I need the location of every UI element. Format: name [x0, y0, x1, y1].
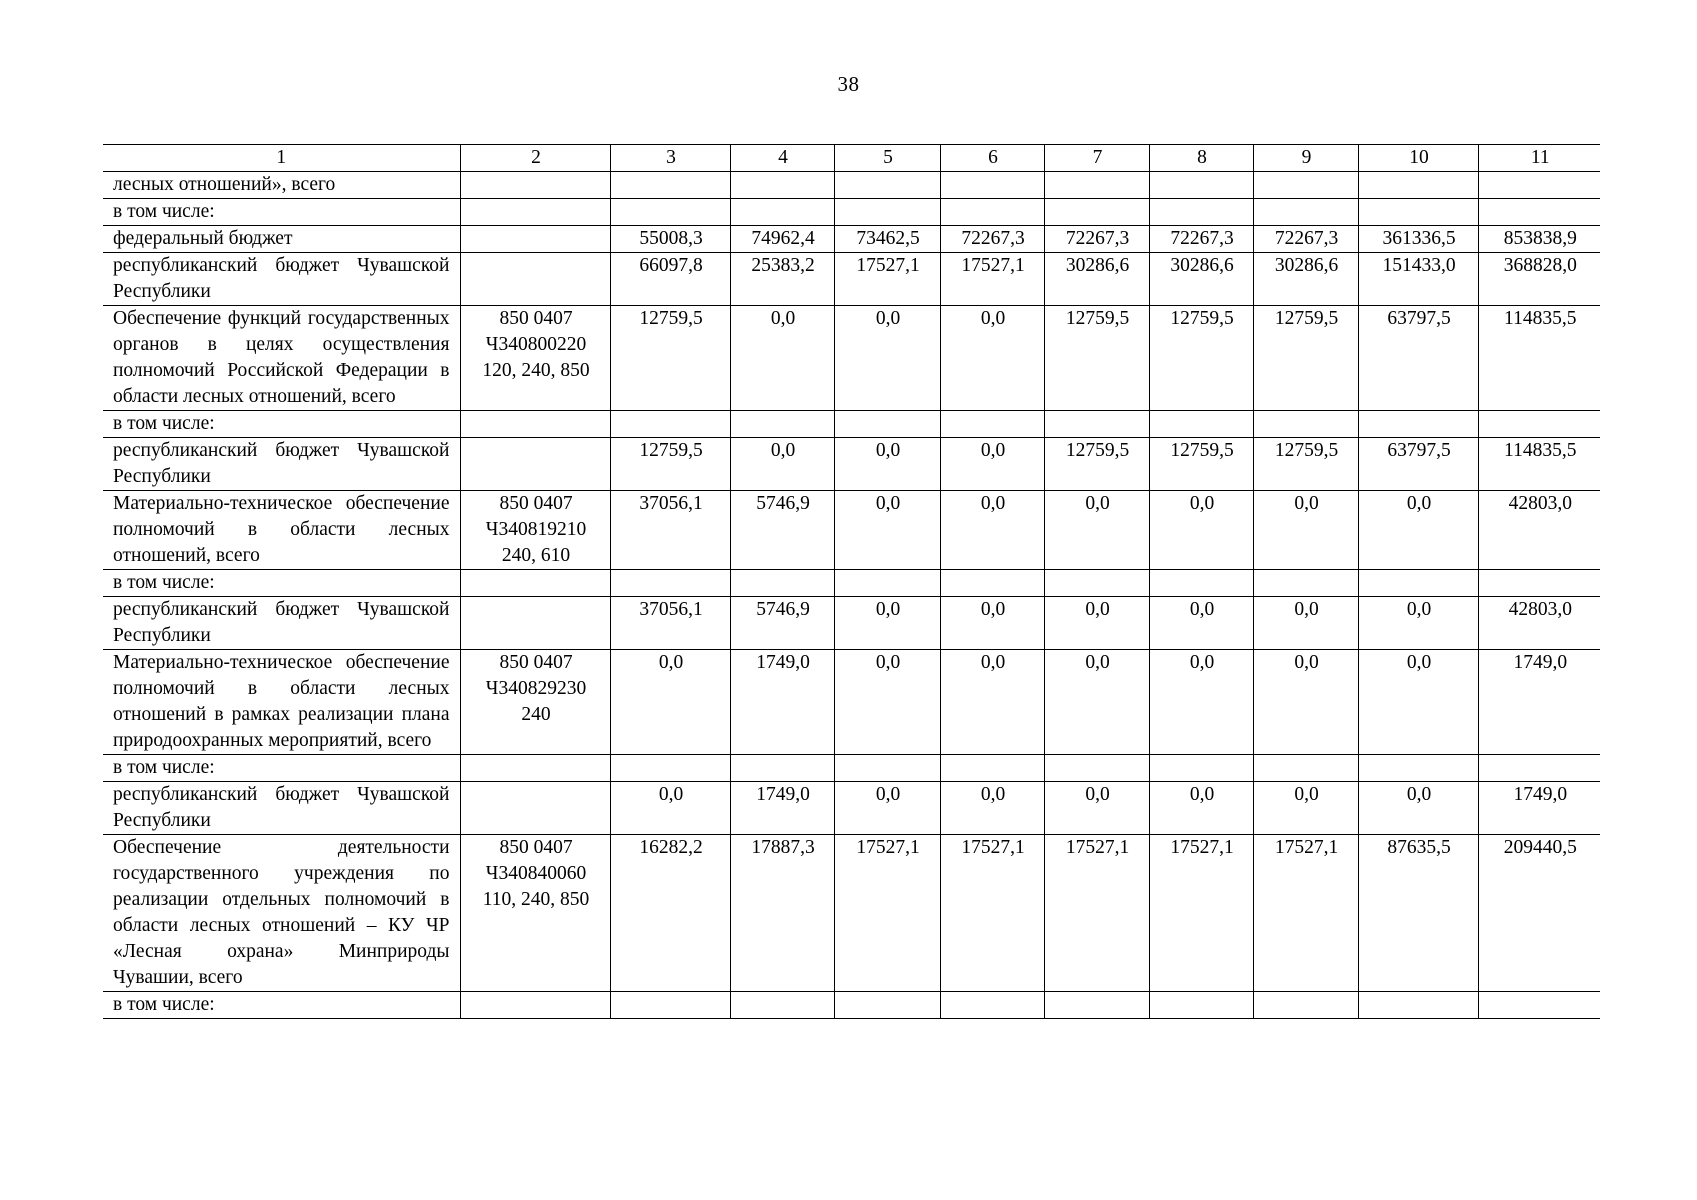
table-row: [103, 411, 1600, 438]
value-cell: 55008,3: [610, 226, 730, 253]
value-cell: [1044, 411, 1149, 438]
value-cell: [1358, 411, 1478, 438]
table-row: [103, 253, 1600, 306]
value-cell: 1749,0: [1478, 782, 1600, 835]
value-cell: 30286,6: [1149, 253, 1253, 306]
value-cell: 0,0: [1253, 650, 1358, 755]
value-cell: 17527,1: [834, 835, 940, 992]
budget-table: [103, 144, 1600, 1019]
value-cell: 0,0: [834, 491, 940, 570]
budget-code-cell: [460, 411, 610, 438]
value-cell: 87635,5: [1358, 835, 1478, 992]
value-cell: 0,0: [940, 782, 1044, 835]
table-row: [103, 199, 1600, 226]
value-cell: [834, 172, 940, 199]
page-number: 38: [837, 72, 860, 96]
value-cell: [1253, 570, 1358, 597]
budget-code-cell: [460, 172, 610, 199]
value-cell: [1253, 992, 1358, 1019]
value-cell: 72267,3: [1253, 226, 1358, 253]
value-cell: [730, 411, 834, 438]
value-cell: 63797,5: [1358, 438, 1478, 491]
value-cell: 30286,6: [1044, 253, 1149, 306]
value-cell: 0,0: [1358, 782, 1478, 835]
table-body: [103, 145, 1600, 1019]
value-cell: [834, 755, 940, 782]
table-row: [103, 835, 1600, 992]
value-cell: 17887,3: [730, 835, 834, 992]
value-cell: [1149, 199, 1253, 226]
budget-code-cell: [460, 992, 610, 1019]
value-cell: 0,0: [1149, 650, 1253, 755]
budget-code-cell: 850 0407 Ч340800220 120, 240, 850: [460, 306, 610, 411]
value-cell: [1149, 570, 1253, 597]
value-cell: [940, 199, 1044, 226]
value-cell: 0,0: [1253, 782, 1358, 835]
value-cell: [1253, 172, 1358, 199]
value-cell: 12759,5: [1044, 306, 1149, 411]
value-cell: [730, 755, 834, 782]
value-cell: 1749,0: [730, 782, 834, 835]
budget-code-cell: [460, 782, 610, 835]
row-name-cell: Обеспечение деятельности государственного учреждения по реализации отдельных полномочий в области лесных отношений – КУ ЧР «Лесная охрана» Минприроды Чувашии, всего: [103, 835, 460, 992]
value-cell: 12759,5: [1149, 306, 1253, 411]
value-cell: [1358, 755, 1478, 782]
value-cell: 72267,3: [1149, 226, 1253, 253]
table-row: [103, 172, 1600, 199]
value-cell: [1044, 755, 1149, 782]
value-cell: [940, 570, 1044, 597]
budget-code-cell: 850 0407 Ч340819210 240, 610: [460, 491, 610, 570]
value-cell: [730, 570, 834, 597]
value-cell: 1749,0: [730, 650, 834, 755]
value-cell: [1478, 570, 1600, 597]
value-cell: 0,0: [834, 782, 940, 835]
column-header: 4: [730, 145, 834, 172]
row-name-cell: республиканский бюджет Чувашской Республики: [103, 253, 460, 306]
value-cell: 0,0: [1044, 650, 1149, 755]
value-cell: 0,0: [1044, 491, 1149, 570]
value-cell: 1749,0: [1478, 650, 1600, 755]
value-cell: 0,0: [940, 597, 1044, 650]
value-cell: 25383,2: [730, 253, 834, 306]
value-cell: 0,0: [610, 650, 730, 755]
value-cell: 12759,5: [610, 306, 730, 411]
column-header: 8: [1149, 145, 1253, 172]
value-cell: 151433,0: [1358, 253, 1478, 306]
budget-code-cell: [460, 438, 610, 491]
value-cell: 0,0: [1358, 650, 1478, 755]
value-cell: 12759,5: [610, 438, 730, 491]
value-cell: 66097,8: [610, 253, 730, 306]
value-cell: 17527,1: [1253, 835, 1358, 992]
table-row: [103, 650, 1600, 755]
budget-code-cell: [460, 755, 610, 782]
value-cell: [610, 570, 730, 597]
value-cell: 361336,5: [1358, 226, 1478, 253]
value-cell: [1149, 411, 1253, 438]
value-cell: [940, 411, 1044, 438]
value-cell: 5746,9: [730, 597, 834, 650]
value-cell: 368828,0: [1478, 253, 1600, 306]
value-cell: 0,0: [1253, 597, 1358, 650]
column-header: 9: [1253, 145, 1358, 172]
value-cell: 37056,1: [610, 597, 730, 650]
value-cell: 12759,5: [1044, 438, 1149, 491]
value-cell: 16282,2: [610, 835, 730, 992]
row-name-cell: республиканский бюджет Чувашской Республики: [103, 782, 460, 835]
value-cell: 0,0: [1149, 597, 1253, 650]
value-cell: [1358, 199, 1478, 226]
budget-code-cell: 850 0407 Ч340840060 110, 240, 850: [460, 835, 610, 992]
table-row: [103, 570, 1600, 597]
row-name-cell: республиканский бюджет Чувашской Республики: [103, 597, 460, 650]
budget-code-cell: [460, 253, 610, 306]
value-cell: 72267,3: [1044, 226, 1149, 253]
value-cell: 72267,3: [940, 226, 1044, 253]
row-name-cell: Обеспечение функций государственных органов в целях осуществления полномочий Российской Федерации в области лесных отношений, всего: [103, 306, 460, 411]
value-cell: 30286,6: [1253, 253, 1358, 306]
value-cell: 0,0: [1044, 597, 1149, 650]
value-cell: [834, 992, 940, 1019]
value-cell: 0,0: [1149, 491, 1253, 570]
column-header: 2: [460, 145, 610, 172]
value-cell: 114835,5: [1478, 438, 1600, 491]
value-cell: 209440,5: [1478, 835, 1600, 992]
value-cell: 17527,1: [1149, 835, 1253, 992]
column-header: 5: [834, 145, 940, 172]
table-row: [103, 992, 1600, 1019]
row-name-cell: в том числе:: [103, 755, 460, 782]
value-cell: [1478, 199, 1600, 226]
value-cell: [834, 199, 940, 226]
value-cell: 63797,5: [1358, 306, 1478, 411]
value-cell: [1253, 411, 1358, 438]
value-cell: 42803,0: [1478, 491, 1600, 570]
value-cell: [610, 199, 730, 226]
budget-code-cell: [460, 597, 610, 650]
value-cell: [1478, 411, 1600, 438]
value-cell: [834, 570, 940, 597]
column-header: 7: [1044, 145, 1149, 172]
value-cell: 0,0: [834, 438, 940, 491]
value-cell: 0,0: [610, 782, 730, 835]
value-cell: [610, 172, 730, 199]
value-cell: 853838,9: [1478, 226, 1600, 253]
value-cell: 0,0: [940, 650, 1044, 755]
budget-code-cell: [460, 570, 610, 597]
value-cell: [730, 199, 834, 226]
value-cell: 0,0: [1044, 782, 1149, 835]
table-row: [103, 306, 1600, 411]
row-name-cell: в том числе:: [103, 992, 460, 1019]
value-cell: 0,0: [834, 597, 940, 650]
value-cell: [610, 411, 730, 438]
value-cell: [1478, 992, 1600, 1019]
value-cell: [1149, 755, 1253, 782]
value-cell: 17527,1: [940, 253, 1044, 306]
value-cell: [1478, 172, 1600, 199]
row-name-cell: в том числе:: [103, 411, 460, 438]
value-cell: [1478, 755, 1600, 782]
table-row: [103, 597, 1600, 650]
value-cell: 74962,4: [730, 226, 834, 253]
value-cell: [940, 172, 1044, 199]
value-cell: 0,0: [834, 306, 940, 411]
value-cell: [940, 755, 1044, 782]
value-cell: 0,0: [730, 306, 834, 411]
value-cell: 114835,5: [1478, 306, 1600, 411]
value-cell: [1044, 570, 1149, 597]
value-cell: [1044, 992, 1149, 1019]
value-cell: 0,0: [1253, 491, 1358, 570]
value-cell: [1358, 992, 1478, 1019]
value-cell: 5746,9: [730, 491, 834, 570]
value-cell: 0,0: [1358, 597, 1478, 650]
table-row: [103, 438, 1600, 491]
column-header: 6: [940, 145, 1044, 172]
value-cell: 0,0: [940, 491, 1044, 570]
table-row: [103, 491, 1600, 570]
budget-code-cell: 850 0407 Ч340829230 240: [460, 650, 610, 755]
value-cell: 0,0: [1149, 782, 1253, 835]
value-cell: [730, 172, 834, 199]
column-header: 10: [1358, 145, 1478, 172]
column-header: 11: [1478, 145, 1600, 172]
table-header-row: [103, 145, 1600, 172]
value-cell: [610, 755, 730, 782]
value-cell: 0,0: [940, 306, 1044, 411]
budget-code-cell: [460, 199, 610, 226]
value-cell: [1253, 199, 1358, 226]
value-cell: [1149, 992, 1253, 1019]
row-name-cell: республиканский бюджет Чувашской Республики: [103, 438, 460, 491]
value-cell: 0,0: [730, 438, 834, 491]
row-name-cell: в том числе:: [103, 570, 460, 597]
value-cell: 0,0: [940, 438, 1044, 491]
row-name-cell: Материально-техническое обеспечение полномочий в области лесных отношений в рамках реализации плана природоохранных мероприятий, всего: [103, 650, 460, 755]
row-name-cell: Материально-техническое обеспечение полномочий в области лесных отношений, всего: [103, 491, 460, 570]
row-name-cell: в том числе:: [103, 199, 460, 226]
value-cell: 12759,5: [1253, 306, 1358, 411]
value-cell: [940, 992, 1044, 1019]
value-cell: 42803,0: [1478, 597, 1600, 650]
value-cell: 12759,5: [1253, 438, 1358, 491]
value-cell: 0,0: [834, 650, 940, 755]
value-cell: [1253, 755, 1358, 782]
value-cell: [1149, 172, 1253, 199]
table-row: [103, 755, 1600, 782]
table-row: [103, 782, 1600, 835]
value-cell: [834, 411, 940, 438]
value-cell: [610, 992, 730, 1019]
value-cell: 73462,5: [834, 226, 940, 253]
value-cell: [1358, 570, 1478, 597]
value-cell: 37056,1: [610, 491, 730, 570]
value-cell: 12759,5: [1149, 438, 1253, 491]
value-cell: [1044, 199, 1149, 226]
budget-code-cell: [460, 226, 610, 253]
column-header: 1: [103, 145, 460, 172]
row-name-cell: лесных отношений», всего: [103, 172, 460, 199]
table-row: [103, 226, 1600, 253]
value-cell: 17527,1: [834, 253, 940, 306]
row-name-cell: федеральный бюджет: [103, 226, 460, 253]
column-header: 3: [610, 145, 730, 172]
value-cell: [1358, 172, 1478, 199]
value-cell: 17527,1: [940, 835, 1044, 992]
value-cell: [1044, 172, 1149, 199]
value-cell: 0,0: [1358, 491, 1478, 570]
value-cell: 17527,1: [1044, 835, 1149, 992]
value-cell: [730, 992, 834, 1019]
